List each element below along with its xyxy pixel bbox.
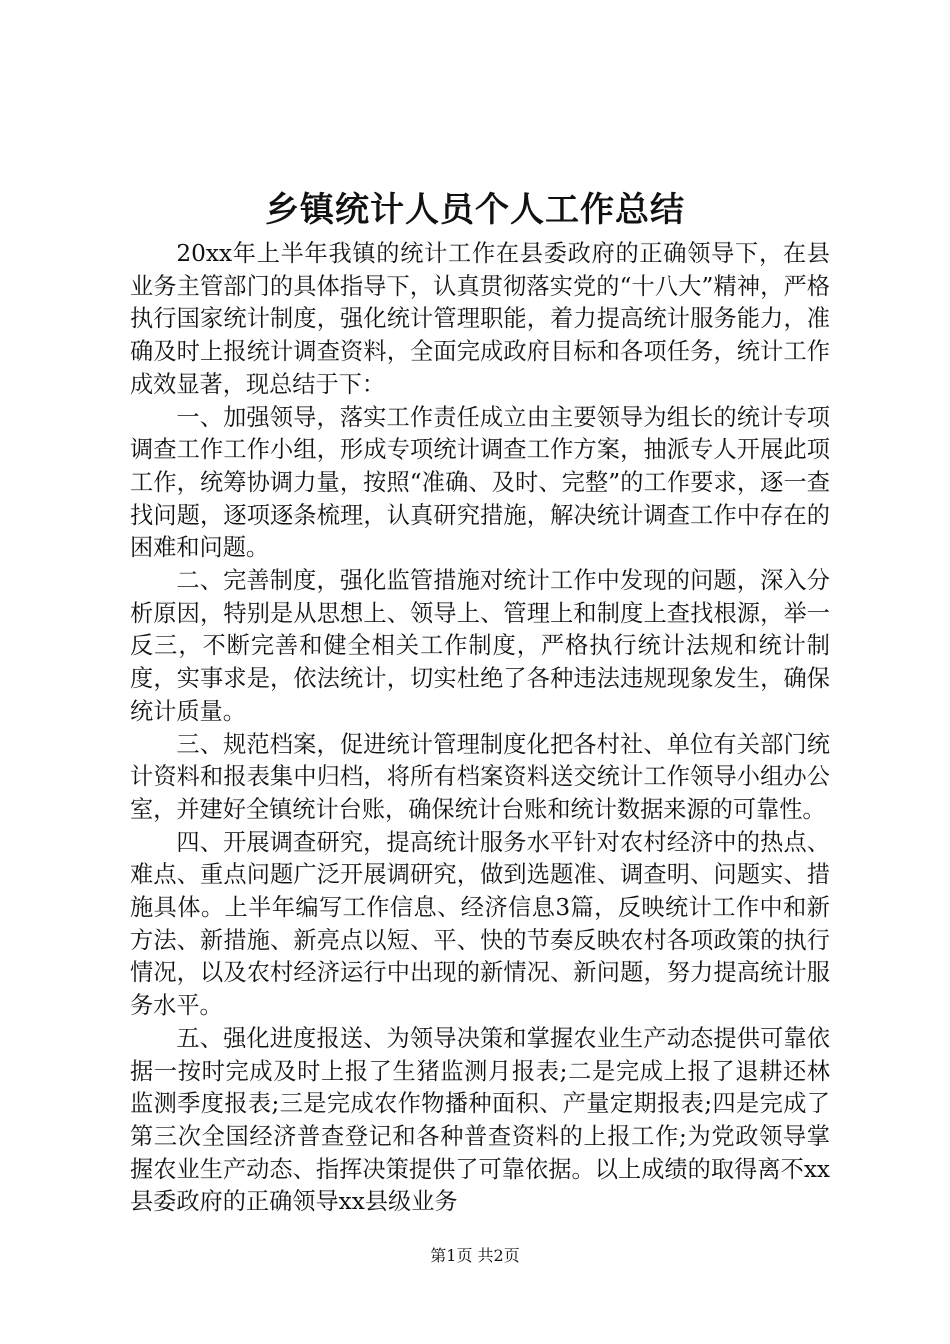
document-body <box>130 238 830 1219</box>
section-4-paragraph: 四、开展调查研究，提高统计服务水平针对农村经济中的热点、难点、重点问题广泛开展调研究，做到选题准、调查明、问题实、措施具体。上半年编写工作信息、经济信息3篇，反映统计工作中和新方法、新措施、新亮点以短、平、快的节奏反映农村各项政策的执行情况，以及农村经济运行中出现的新情况、新问题，努力提高统计服务水平。 <box>130 828 830 1020</box>
section-1-paragraph: 一、加强领导，落实工作责任成立由主要领导为组长的统计专项调查工作工作小组，形成专项统计调查工作方案，抽派专人开展此项工作，统筹协调力量，按照“准确、及时、完整”的工作要求，逐一查找问题，逐项逐条梳理，认真研究措施，解决统计调查工作中存在的困难和问题。 <box>130 403 830 562</box>
page-number-footer: 第1页 共2页 <box>430 1246 520 1265</box>
section-5-paragraph: 五、强化进度报送、为领导决策和掌握农业生产动态提供可靠依据一按时完成及时上报了生猪监测月报表;二是完成上报了退耕还林监测季度报表;三是完成农作物播种面积、产量定期报表;四是完成了第三次全国经济普查登记和各种普查资料的上报工作;为党政领导掌握农业生产动态、指挥决策提供了可靠依据。以上成绩的取得离不xx县委政府的正确领导xx县级业务 <box>130 1024 830 1216</box>
document-title: 乡镇统计人员个人工作总结 <box>265 190 685 230</box>
section-3-paragraph: 三、规范档案，促进统计管理制度化把各村社、单位有关部门统计资料和报表集中归档，将所有档案资料送交统计工作领导小组办公室，并建好全镇统计台账，确保统计台账和统计数据来源的可靠性。 <box>130 730 830 823</box>
section-2-paragraph: 二、完善制度，强化监管措施对统计工作中发现的问题，深入分析原因，特别是从思想上、领导上、管理上和制度上查找根源，举一反三，不断完善和健全相关工作制度，严格执行统计法规和统计制度，实事求是，依法统计，切实杜绝了各种违法违规现象发生，确保统计质量。 <box>130 567 830 725</box>
intro-paragraph: 20xx年上半年我镇的统计工作在县委政府的正确领导下，在县业务主管部门的具体指导下，认真贯彻落实党的“十八大”精神，严格执行国家统计制度，强化统计管理职能，着力提高统计服务能力，准确及时上报统计调查资料，全面完成政府目标和各项任务，统计工作成效显著，现总结于下： <box>130 240 830 398</box>
